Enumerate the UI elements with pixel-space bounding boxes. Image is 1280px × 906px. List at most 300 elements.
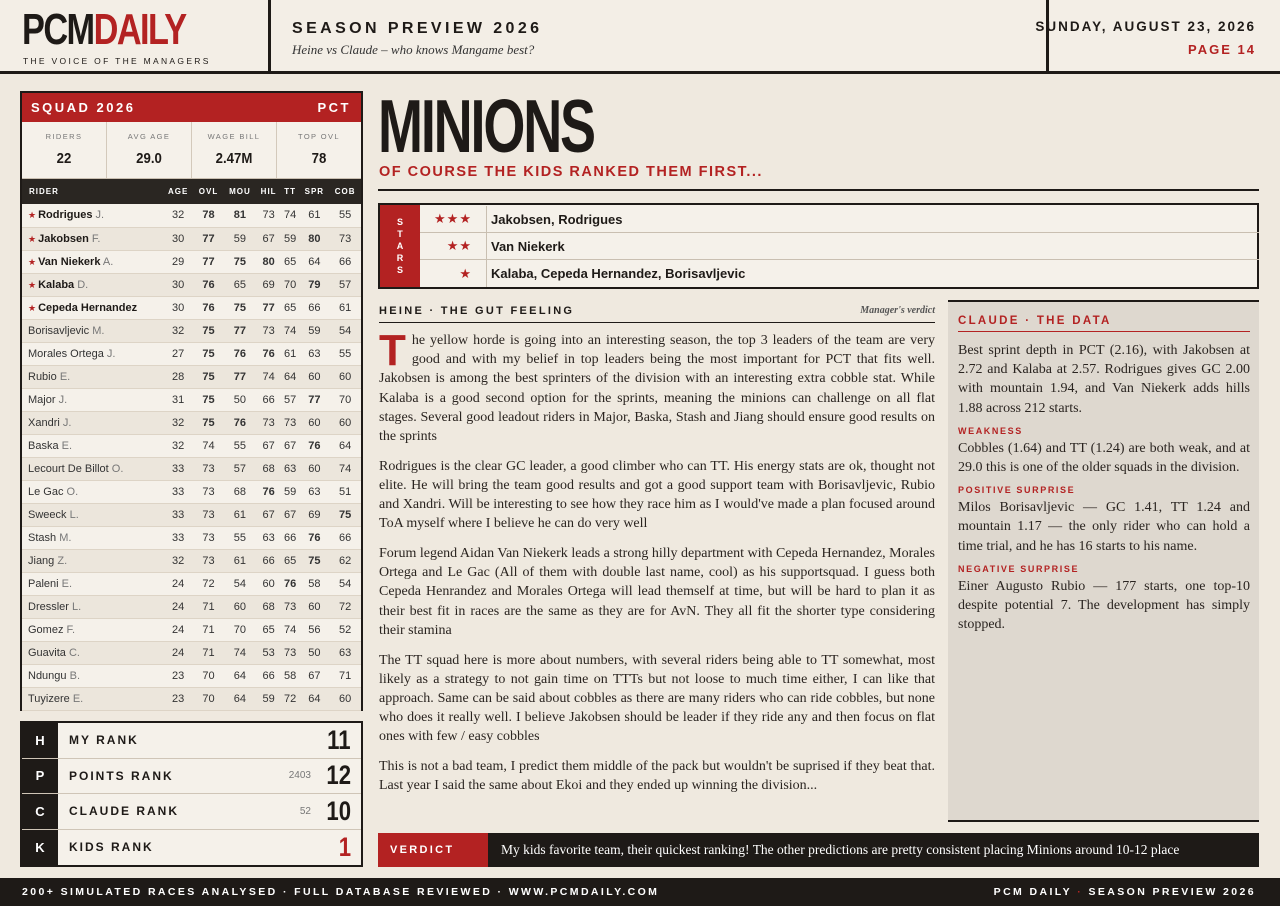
table-row[interactable] <box>22 526 361 549</box>
squad-stat <box>192 122 277 178</box>
star-riders: Jakobsen, Rodrigues <box>486 206 622 232</box>
rider-initial: E. <box>59 370 71 383</box>
rider-name: Lecourt De Billot <box>28 462 109 475</box>
stat-cell: 76 <box>223 342 256 365</box>
stat-cell: 70 <box>281 273 300 296</box>
table-row[interactable] <box>22 365 361 388</box>
rider-name-cell[interactable] <box>22 296 163 319</box>
rider-name-cell[interactable] <box>22 618 163 641</box>
table-row[interactable] <box>22 641 361 664</box>
drop-cap: T <box>379 326 406 375</box>
rider-name: Xandri <box>28 416 60 429</box>
stat-cell: 32 <box>163 204 194 227</box>
rider-initial: F. <box>91 232 101 245</box>
rider-name-cell[interactable] <box>22 526 163 549</box>
stat-cell: 63 <box>299 480 329 503</box>
stat-cell: 66 <box>281 526 300 549</box>
stat-cell: 67 <box>256 227 280 250</box>
stat-cell: 73 <box>256 319 280 342</box>
rider-initial: J. <box>62 416 72 429</box>
stat-cell: 60 <box>256 572 280 595</box>
column-header[interactable]: TT <box>281 179 300 204</box>
stat-value: 78 <box>311 150 327 167</box>
stat-cell: 74 <box>281 204 300 227</box>
stat-cell: 64 <box>281 365 300 388</box>
stat-cell: 24 <box>163 595 194 618</box>
stat-cell: 65 <box>256 618 280 641</box>
negative-text: Einer Augusto Rubio — 177 starts, one top-10 despite potential 7. The development has simply stopped. <box>958 578 1250 633</box>
stat-cell: 58 <box>281 664 300 687</box>
article-paragraph: The TT squad here is more about numbers, with several riders being able to TT somewhat, most likely as a strategy to not gain time on TTTs but not loose to much time either, I can like that approach. Same can be said about cobbles as there are many riders who can ride cobbles, but none who does it really well. I believe Jakobsen should be leader if they ride any and then focus on flat ones with few / easy cobbles <box>379 652 935 745</box>
stat-cell: 70 <box>223 618 256 641</box>
rider-initial: E. <box>61 577 73 590</box>
stat-cell: 64 <box>223 664 256 687</box>
stat-cell: 75 <box>223 250 256 273</box>
stat-cell: 24 <box>163 641 194 664</box>
claude-intro: Best sprint depth in PCT (2.16), with Jakobsen at 2.72 and Kalaba at 2.57. Rodrigues gives GC 2.00 with mountain 1.94, and Van Niekerk adds hills 1.88 across 212 starts. <box>958 343 1250 416</box>
rider-name: Rubio <box>28 370 57 383</box>
stat-cell: 75 <box>299 549 329 572</box>
tagline: THE VOICE OF THE MANAGERS <box>23 56 211 66</box>
stat-cell: 59 <box>281 480 300 503</box>
stat-cell: 62 <box>329 549 361 572</box>
stat-cell: 64 <box>329 434 361 457</box>
table-row[interactable] <box>22 687 361 710</box>
rider-initial: O. <box>66 485 79 498</box>
stat-cell: 50 <box>299 641 329 664</box>
rider-name-cell[interactable] <box>22 434 163 457</box>
rider-name-cell[interactable] <box>22 687 163 710</box>
stat-cell: 77 <box>194 250 224 273</box>
stat-cell: 67 <box>281 503 300 526</box>
rider-initial: E. <box>72 692 84 705</box>
rider-initial: A. <box>102 255 114 268</box>
stat-cell: 63 <box>329 641 361 664</box>
table-row[interactable] <box>22 319 361 342</box>
heine-header <box>379 305 935 323</box>
table-row[interactable] <box>22 664 361 687</box>
stat-cell: 65 <box>281 250 300 273</box>
rider-initial: C. <box>68 646 80 659</box>
rider-name-cell[interactable] <box>22 273 163 296</box>
stat-cell: 63 <box>299 342 329 365</box>
rank-row <box>22 759 361 795</box>
rank-label: CLAUDE RANK <box>69 804 179 819</box>
table-row[interactable] <box>22 503 361 526</box>
stat-cell: 72 <box>329 595 361 618</box>
rider-initial: E. <box>61 439 73 452</box>
stat-cell: 60 <box>329 365 361 388</box>
stat-cell: 66 <box>299 296 329 319</box>
stat-value: 2.47M <box>215 150 253 167</box>
rider-name: Dressler <box>28 600 69 613</box>
stat-cell: 73 <box>329 227 361 250</box>
stat-cell: 60 <box>299 365 329 388</box>
rider-name: Kalaba <box>38 278 75 291</box>
stat-cell: 72 <box>281 687 300 710</box>
rider-name-cell[interactable] <box>22 342 163 365</box>
table-row[interactable] <box>22 388 361 411</box>
claude-panel <box>948 300 1259 822</box>
stat-cell: 70 <box>194 687 224 710</box>
rider-name: Rodrigues <box>38 209 93 222</box>
rider-name: Gomez <box>28 623 64 636</box>
rider-name-cell[interactable] <box>22 503 163 526</box>
stat-cell: 73 <box>194 503 224 526</box>
stat-cell: 60 <box>329 411 361 434</box>
stat-cell: 77 <box>256 296 280 319</box>
stat-value: 29.0 <box>136 150 162 167</box>
rider-name-cell[interactable] <box>22 595 163 618</box>
rank-row <box>22 794 361 830</box>
verdict-label: VERDICT <box>378 833 488 867</box>
kicker: OF COURSE THE KIDS RANKED THEM FIRST... <box>379 164 763 180</box>
rider-name-cell[interactable] <box>22 388 163 411</box>
stat-cell: 23 <box>163 664 194 687</box>
stat-cell: 61 <box>299 204 329 227</box>
divider <box>268 0 271 72</box>
rank-panel <box>20 721 363 867</box>
table-row[interactable] <box>22 273 361 296</box>
table-row[interactable] <box>22 595 361 618</box>
stat-value: 22 <box>56 150 72 167</box>
stat-cell: 74 <box>194 434 224 457</box>
stat-cell: 68 <box>223 480 256 503</box>
stars-tab <box>380 205 420 287</box>
stat-cell: 28 <box>163 365 194 388</box>
stat-cell: 75 <box>194 411 224 434</box>
squad-stats <box>22 122 361 179</box>
stat-cell: 69 <box>256 273 280 296</box>
stat-cell: 65 <box>223 273 256 296</box>
rider-initial: J. <box>58 393 68 406</box>
rank-points: 52 <box>299 805 311 817</box>
positive-text: Milos Borisavljevic — GC 1.41, TT 1.24 and mountain 1.17 — the only rider who can hold a time trial, and he has 16 starts to his name. <box>958 500 1250 554</box>
stat-cell: 71 <box>329 664 361 687</box>
stars-box <box>378 203 1259 289</box>
stat-cell: 33 <box>163 480 194 503</box>
star-icon: ★ <box>28 233 37 244</box>
stat-cell: 32 <box>163 434 194 457</box>
table-row[interactable] <box>22 572 361 595</box>
stat-cell: 61 <box>329 296 361 319</box>
verdict-bar <box>378 833 1259 867</box>
stat-cell: 61 <box>223 503 256 526</box>
stat-cell: 76 <box>299 526 329 549</box>
rider-initial: F. <box>66 623 76 636</box>
stat-cell: 60 <box>223 595 256 618</box>
rider-name-cell[interactable] <box>22 365 163 388</box>
stat-cell: 77 <box>223 365 256 388</box>
stat-cell: 60 <box>299 595 329 618</box>
rider-name: Stash <box>28 531 57 544</box>
stat-cell: 77 <box>194 227 224 250</box>
rider-name: Baska <box>28 439 59 452</box>
star-icon: ★ <box>28 279 37 290</box>
star-riders: Kalaba, Cepeda Hernandez, Borisavljevic <box>486 260 745 287</box>
stat-cell: 60 <box>299 457 329 480</box>
stat-cell: 65 <box>281 549 300 572</box>
stat-label: TOP OVL <box>297 132 341 141</box>
stat-cell: 55 <box>329 342 361 365</box>
rank-value: 12 <box>326 760 351 791</box>
stat-cell: 59 <box>299 319 329 342</box>
footer <box>0 878 1280 906</box>
rider-initial: L. <box>69 508 79 521</box>
stat-cell: 30 <box>163 227 194 250</box>
stat-cell: 73 <box>281 595 300 618</box>
squad-panel <box>20 91 363 711</box>
rider-name-cell[interactable] <box>22 480 163 503</box>
stat-cell: 59 <box>256 687 280 710</box>
stat-cell: 60 <box>299 411 329 434</box>
stat-cell: 64 <box>299 250 329 273</box>
stat-cell: 57 <box>223 457 256 480</box>
heine-meta: Manager's verdict <box>860 305 935 316</box>
stat-cell: 75 <box>223 296 256 319</box>
column-header[interactable]: OVL <box>194 179 224 204</box>
article-paragraph: Forum legend Aidan Van Niekerk leads a strong hilly department with Cepeda Hernandez, Morales Ortega and Le Gac (All of them with double last name, cool) as his supportsquad. I guess both Cepeda Henrandez and Morales Ortega will lead themself at time, but will be hard to plan it as their best fit in races are the same as they are for AvN. They all fit the shorter type considering their stamina <box>379 546 935 638</box>
page-number: PAGE 14 <box>1188 42 1256 57</box>
column-header[interactable]: HIL <box>256 179 280 204</box>
rider-initial: L. <box>72 600 82 613</box>
stat-cell: 80 <box>299 227 329 250</box>
stat-cell: 67 <box>256 434 280 457</box>
stat-cell: 72 <box>194 572 224 595</box>
squad-stat <box>22 122 107 178</box>
table-row[interactable] <box>22 342 361 365</box>
table-row[interactable] <box>22 296 361 319</box>
footer-right: PCM DAILY · SEASON PREVIEW 2026 <box>993 886 1256 898</box>
stat-cell: 65 <box>281 296 300 319</box>
stars-tab-letter: S <box>396 217 403 227</box>
star-tier-row <box>420 260 1259 287</box>
stat-cell: 78 <box>194 204 224 227</box>
stat-cell: 71 <box>194 618 224 641</box>
stat-cell: 66 <box>256 388 280 411</box>
stat-cell: 58 <box>299 572 329 595</box>
divider <box>1046 0 1049 72</box>
table-row[interactable] <box>22 434 361 457</box>
stat-cell: 60 <box>329 687 361 710</box>
rider-name: Sweeck <box>28 508 67 521</box>
rider-name-cell[interactable] <box>22 319 163 342</box>
star-rating: ★★ <box>446 238 472 253</box>
section-subtitle: Heine vs Claude – who knows Mangame best? <box>292 42 535 57</box>
rider-name-cell[interactable] <box>22 227 163 250</box>
stars-tab-letter: A <box>396 241 404 251</box>
rank-label: MY RANK <box>69 733 139 748</box>
rank-row <box>22 723 361 759</box>
table-row[interactable] <box>22 227 361 250</box>
stat-cell: 73 <box>256 204 280 227</box>
rider-name: Le Gac <box>28 485 64 498</box>
stat-cell: 32 <box>163 549 194 572</box>
rank-value: 11 <box>327 724 351 755</box>
heine-title: HEINE · THE GUT FEELING <box>379 305 575 317</box>
article-paragraph: This is not a bad team, I predict them middle of the pack but wouldn't be suprised if they beat that. Last year I said the same about Ekoi and they ended up winning the division... <box>379 759 935 794</box>
stat-cell: 32 <box>163 319 194 342</box>
stat-cell: 57 <box>329 273 361 296</box>
star-icon: ★ <box>28 256 37 267</box>
rider-initial: O. <box>111 462 124 475</box>
rider-name-cell[interactable] <box>22 549 163 572</box>
rank-value: 1 <box>338 831 351 862</box>
stat-cell: 66 <box>256 549 280 572</box>
rider-name-cell[interactable] <box>22 457 163 480</box>
stat-cell: 68 <box>256 595 280 618</box>
heine-article <box>379 326 935 806</box>
stat-cell: 23 <box>163 687 194 710</box>
stat-cell: 61 <box>223 549 256 572</box>
rider-initial: J. <box>106 347 116 360</box>
stat-cell: 30 <box>163 296 194 319</box>
rider-name-cell[interactable] <box>22 204 163 227</box>
column-header[interactable]: AGE <box>163 179 194 204</box>
stat-cell: 51 <box>329 480 361 503</box>
footer-left: 200+ SIMULATED RACES ANALYSED · FULL DATABASE REVIEWED · WWW.PCMDAILY.COM <box>22 886 660 898</box>
stat-cell: 59 <box>281 227 300 250</box>
rider-initial: J. <box>95 209 105 222</box>
rider-table <box>22 179 361 711</box>
stat-cell: 63 <box>256 526 280 549</box>
title-rule <box>378 189 1259 191</box>
stat-cell: 75 <box>194 388 224 411</box>
stat-label: AVG AGE <box>127 132 171 141</box>
logo[interactable]: PCMDAILY <box>22 5 186 54</box>
stat-cell: 73 <box>194 526 224 549</box>
stat-cell: 56 <box>299 618 329 641</box>
rider-name: Jiang <box>28 554 55 567</box>
rank-row <box>22 830 361 866</box>
article-paragraph: Rodrigues is the clear GC leader, a good climber who can TT. His energy stats are ok, thought not elite. He will bring the team good results and got a good support team with Borisavljevic, Rubio and Xandri. Will be interesting to see how they race him as I would've made a plan focused around ToA myself where I believe he can do very well <box>379 458 935 532</box>
column-header[interactable]: SPR <box>299 179 329 204</box>
squad-stat <box>277 122 361 178</box>
rider-name: Major <box>28 393 56 406</box>
stat-cell: 67 <box>281 434 300 457</box>
stat-cell: 79 <box>299 273 329 296</box>
rider-name: Paleni <box>28 577 59 590</box>
claude-title: CLAUDE · THE DATA <box>958 315 1250 332</box>
stat-cell: 52 <box>329 618 361 641</box>
stat-cell: 61 <box>281 342 300 365</box>
squad-stat <box>107 122 192 178</box>
article-paragraph: The yellow horde is going into an interesting season, the top 3 leaders of the team are very good and with my belief in top leaders being the most important for PCT that fits well. Jakobsen is among the best sprinters of the division with an interesting extra cobble stat. While Kalaba is a good second option for the sprints, meaning the minions can challenge on all flat stages. Several good leadout riders in Major, Baska, Stash and Jiang should ensure good results on the sprints <box>379 326 935 445</box>
stat-cell: 76 <box>194 273 224 296</box>
rider-name: Ndungu <box>28 669 67 682</box>
masthead <box>0 0 1280 74</box>
table-row[interactable] <box>22 618 361 641</box>
stat-cell: 76 <box>194 296 224 319</box>
stat-cell: 76 <box>223 411 256 434</box>
rider-name: Tuyizere <box>28 692 70 705</box>
rider-initial: D. <box>77 278 89 291</box>
stars-tab-letter: S <box>396 265 403 275</box>
stat-cell: 33 <box>163 503 194 526</box>
stat-cell: 75 <box>194 342 224 365</box>
column-header[interactable]: COB <box>329 179 361 204</box>
table-row[interactable] <box>22 411 361 434</box>
rider-name-cell[interactable] <box>22 664 163 687</box>
stat-cell: 66 <box>329 526 361 549</box>
rider-name: Borisavljevic <box>28 324 90 337</box>
stat-cell: 27 <box>163 342 194 365</box>
stat-cell: 68 <box>256 457 280 480</box>
stat-cell: 70 <box>329 388 361 411</box>
stat-cell: 67 <box>299 664 329 687</box>
stat-cell: 73 <box>256 411 280 434</box>
star-icon: ★ <box>28 210 37 221</box>
stat-cell: 67 <box>256 503 280 526</box>
stat-cell: 75 <box>329 503 361 526</box>
stat-cell: 73 <box>281 411 300 434</box>
stars-tab-letter: R <box>396 253 404 263</box>
stat-cell: 66 <box>329 250 361 273</box>
stat-cell: 80 <box>256 250 280 273</box>
stat-cell: 71 <box>194 595 224 618</box>
stat-cell: 55 <box>223 434 256 457</box>
star-icon: ★ <box>28 302 37 313</box>
rank-label: KIDS RANK <box>69 840 154 855</box>
rider-name-cell[interactable] <box>22 641 163 664</box>
rank-points: 2403 <box>288 770 311 782</box>
stat-cell: 24 <box>163 618 194 641</box>
rank-key: K <box>22 830 58 866</box>
table-row[interactable] <box>22 549 361 572</box>
star-tier-row <box>420 206 1259 233</box>
rider-name-cell[interactable] <box>22 250 163 273</box>
table-row[interactable] <box>22 480 361 503</box>
squad-title: SQUAD 2026 <box>31 100 136 115</box>
stat-cell: 55 <box>329 204 361 227</box>
stat-cell: 29 <box>163 250 194 273</box>
stat-cell: 73 <box>194 457 224 480</box>
rank-key: P <box>22 759 58 794</box>
stat-cell: 64 <box>299 687 329 710</box>
stat-cell: 24 <box>163 572 194 595</box>
stat-cell: 74 <box>329 457 361 480</box>
table-row[interactable] <box>22 250 361 273</box>
rider-name-cell[interactable] <box>22 572 163 595</box>
stat-cell: 75 <box>194 365 224 388</box>
rider-name-cell[interactable] <box>22 411 163 434</box>
stat-cell: 50 <box>223 388 256 411</box>
section-title: SEASON PREVIEW 2026 <box>292 20 543 37</box>
positive-label: POSITIVE SURPRISE <box>958 485 1076 496</box>
column-header[interactable]: MOU <box>223 179 256 204</box>
negative-label: NEGATIVE SURPRISE <box>958 563 1080 574</box>
rider-initial: Z. <box>57 554 68 567</box>
stat-cell: 74 <box>281 618 300 641</box>
stat-cell: 33 <box>163 526 194 549</box>
stat-cell: 73 <box>281 641 300 664</box>
table-row[interactable] <box>22 204 361 227</box>
stat-cell: 53 <box>256 641 280 664</box>
stat-cell: 74 <box>223 641 256 664</box>
stat-cell: 76 <box>256 480 280 503</box>
rank-value: 10 <box>326 795 351 826</box>
column-header[interactable]: RIDER <box>22 179 163 204</box>
stat-cell: 57 <box>281 388 300 411</box>
table-row[interactable] <box>22 457 361 480</box>
stat-cell: 77 <box>299 388 329 411</box>
verdict-text: My kids favorite team, their quickest ranking! The other predictions are pretty consistent placing Minions around 10-12 place <box>501 842 1180 857</box>
stat-cell: 70 <box>194 664 224 687</box>
star-tier-row <box>420 233 1259 260</box>
rank-key: H <box>22 723 58 758</box>
stat-cell: 66 <box>256 664 280 687</box>
stat-cell: 64 <box>223 687 256 710</box>
